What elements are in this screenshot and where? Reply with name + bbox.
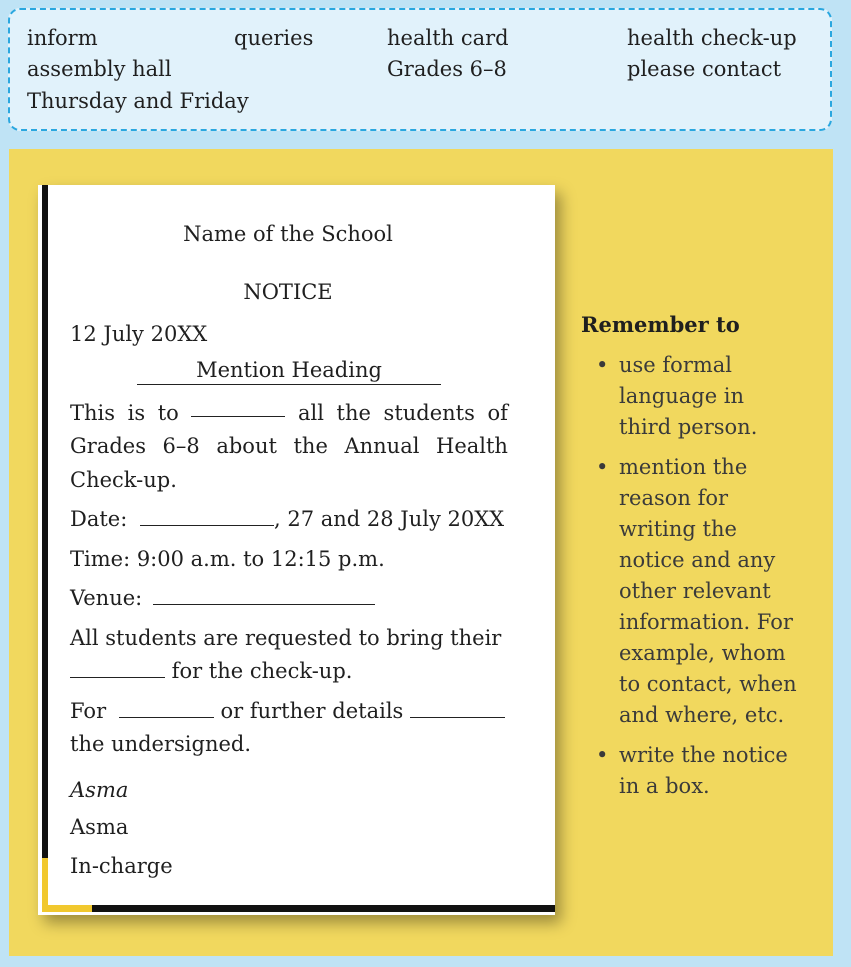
tip-line: mention the [619,455,748,479]
word-assembly-hall: assembly hall [27,57,172,81]
signature: Asma [70,778,129,802]
date-line [70,503,504,536]
tip-line: in a box. [619,774,710,798]
word: the [336,401,371,425]
word: Grades [70,434,146,458]
contact-for: For [70,699,107,723]
word-queries: queries [234,26,314,50]
school-name: Name of the School [183,222,393,246]
word: to [157,401,179,425]
venue-line [70,582,375,615]
tip-line: third person. [619,415,758,439]
paper-bottom-border [42,905,555,912]
word: Health [436,434,508,458]
tip-line: to contact, when [619,672,797,696]
blank-date [140,506,274,526]
word: 6–8 [162,434,200,458]
word-health-check-up: health check-up [627,26,797,50]
tip-line: other relevant [619,579,771,603]
word: students [383,401,475,425]
paper-left-border [42,185,48,912]
tip-line: use formal [619,353,733,377]
signatory-designation: In-charge [70,854,173,878]
venue-label: Venue: [70,586,143,610]
blank-inform [191,397,285,417]
body-line-1 [70,397,508,430]
blank-venue [153,585,375,605]
tip-item [596,740,826,802]
word: the [293,434,328,458]
date-suffix: , 27 and 28 July 20XX [274,507,505,531]
word: This [70,401,116,425]
contact-middle: or further details [213,699,410,723]
date-label: Date: [70,507,128,531]
word-health-card: health card [387,26,509,50]
heading-blank: Mention Heading [137,357,441,385]
blank-health-card [70,658,165,678]
word-inform: inform [27,26,98,50]
paper-corner-accent [42,858,48,912]
word: all [298,401,324,425]
word: about [216,434,277,458]
word-grades: Grades 6–8 [387,57,507,81]
body-line-3: Check-up. [70,468,177,492]
time-line: Time: 9:00 a.m. to 12:15 p.m. [70,547,385,571]
tip-item [596,350,826,443]
tip-line: example, whom [619,641,786,665]
word: of [487,401,508,425]
tip-line: write the notice [619,743,788,767]
request-suffix: for the check-up. [165,659,353,683]
paper-corner-accent-bottom [42,905,92,912]
request-line-1: All students are requested to bring their [70,626,502,650]
tip-line: language in [619,384,745,408]
body-line-2 [70,430,508,463]
tip-line: writing the [619,517,737,541]
blank-please-contact [410,698,505,718]
tip-line: notice and any [619,548,776,572]
word: is [127,401,146,425]
tips-list [596,350,826,811]
signatory-name: Asma [70,815,129,839]
word-thursday-friday: Thursday and Friday [27,89,249,113]
word: Annual [344,434,420,458]
tip-line: reason for [619,486,729,510]
tip-line: and where, etc. [619,703,785,727]
contact-line-2: the undersigned. [70,732,252,756]
contact-line-1 [70,695,505,728]
word-please-contact: please contact [627,57,782,81]
notice-date: 12 July 20XX [70,322,208,346]
tip-item [596,452,826,731]
request-line-2 [70,655,352,688]
remember-title: Remember to [581,312,740,337]
tip-line: information. For [619,610,793,634]
blank-queries [119,698,214,718]
notice-title: NOTICE [243,280,333,304]
